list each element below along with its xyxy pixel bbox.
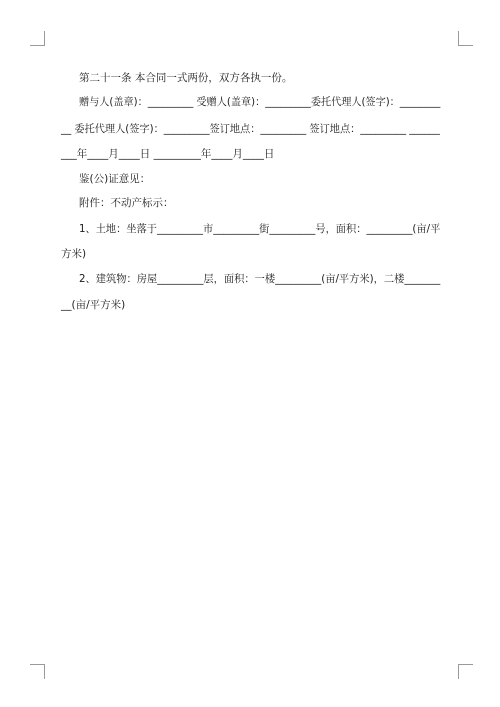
- crop-mark-bottom-left: [30, 664, 45, 679]
- crop-mark-top-right: [458, 31, 473, 46]
- donor-recipient-signature-line: 赠与人(盖章)：_________ 受赠人(盖章)：_________委托代理人(签字)：________: [79, 96, 441, 108]
- building-item-line: 2、建筑物：房屋_________层，面积：一楼_________(亩/平方米)，二楼_______: [79, 273, 441, 285]
- notary-opinion-line: 鉴(公)证意见：: [79, 173, 151, 185]
- land-item-continuation: 方米): [61, 248, 87, 260]
- crop-mark-top-left: [30, 31, 45, 46]
- building-item-continuation: __(亩/平方米): [61, 299, 126, 311]
- date-line: ___年____月____日 _________年____月____日: [61, 148, 275, 160]
- crop-mark-bottom-right: [458, 664, 473, 679]
- clause-21-line: 第二十一条 本合同一式两份，双方各执一份。: [79, 72, 293, 84]
- attachment-heading: 附件：不动产标示：: [79, 197, 174, 209]
- agent-signing-place-line: __ 委托代理人(签字)：_________签订地点：_________ 签订地点：_________ ______: [61, 123, 440, 135]
- land-item-line: 1、土地：坐落于_________市_________街_________号，面积：_________(亩/平: [79, 223, 441, 235]
